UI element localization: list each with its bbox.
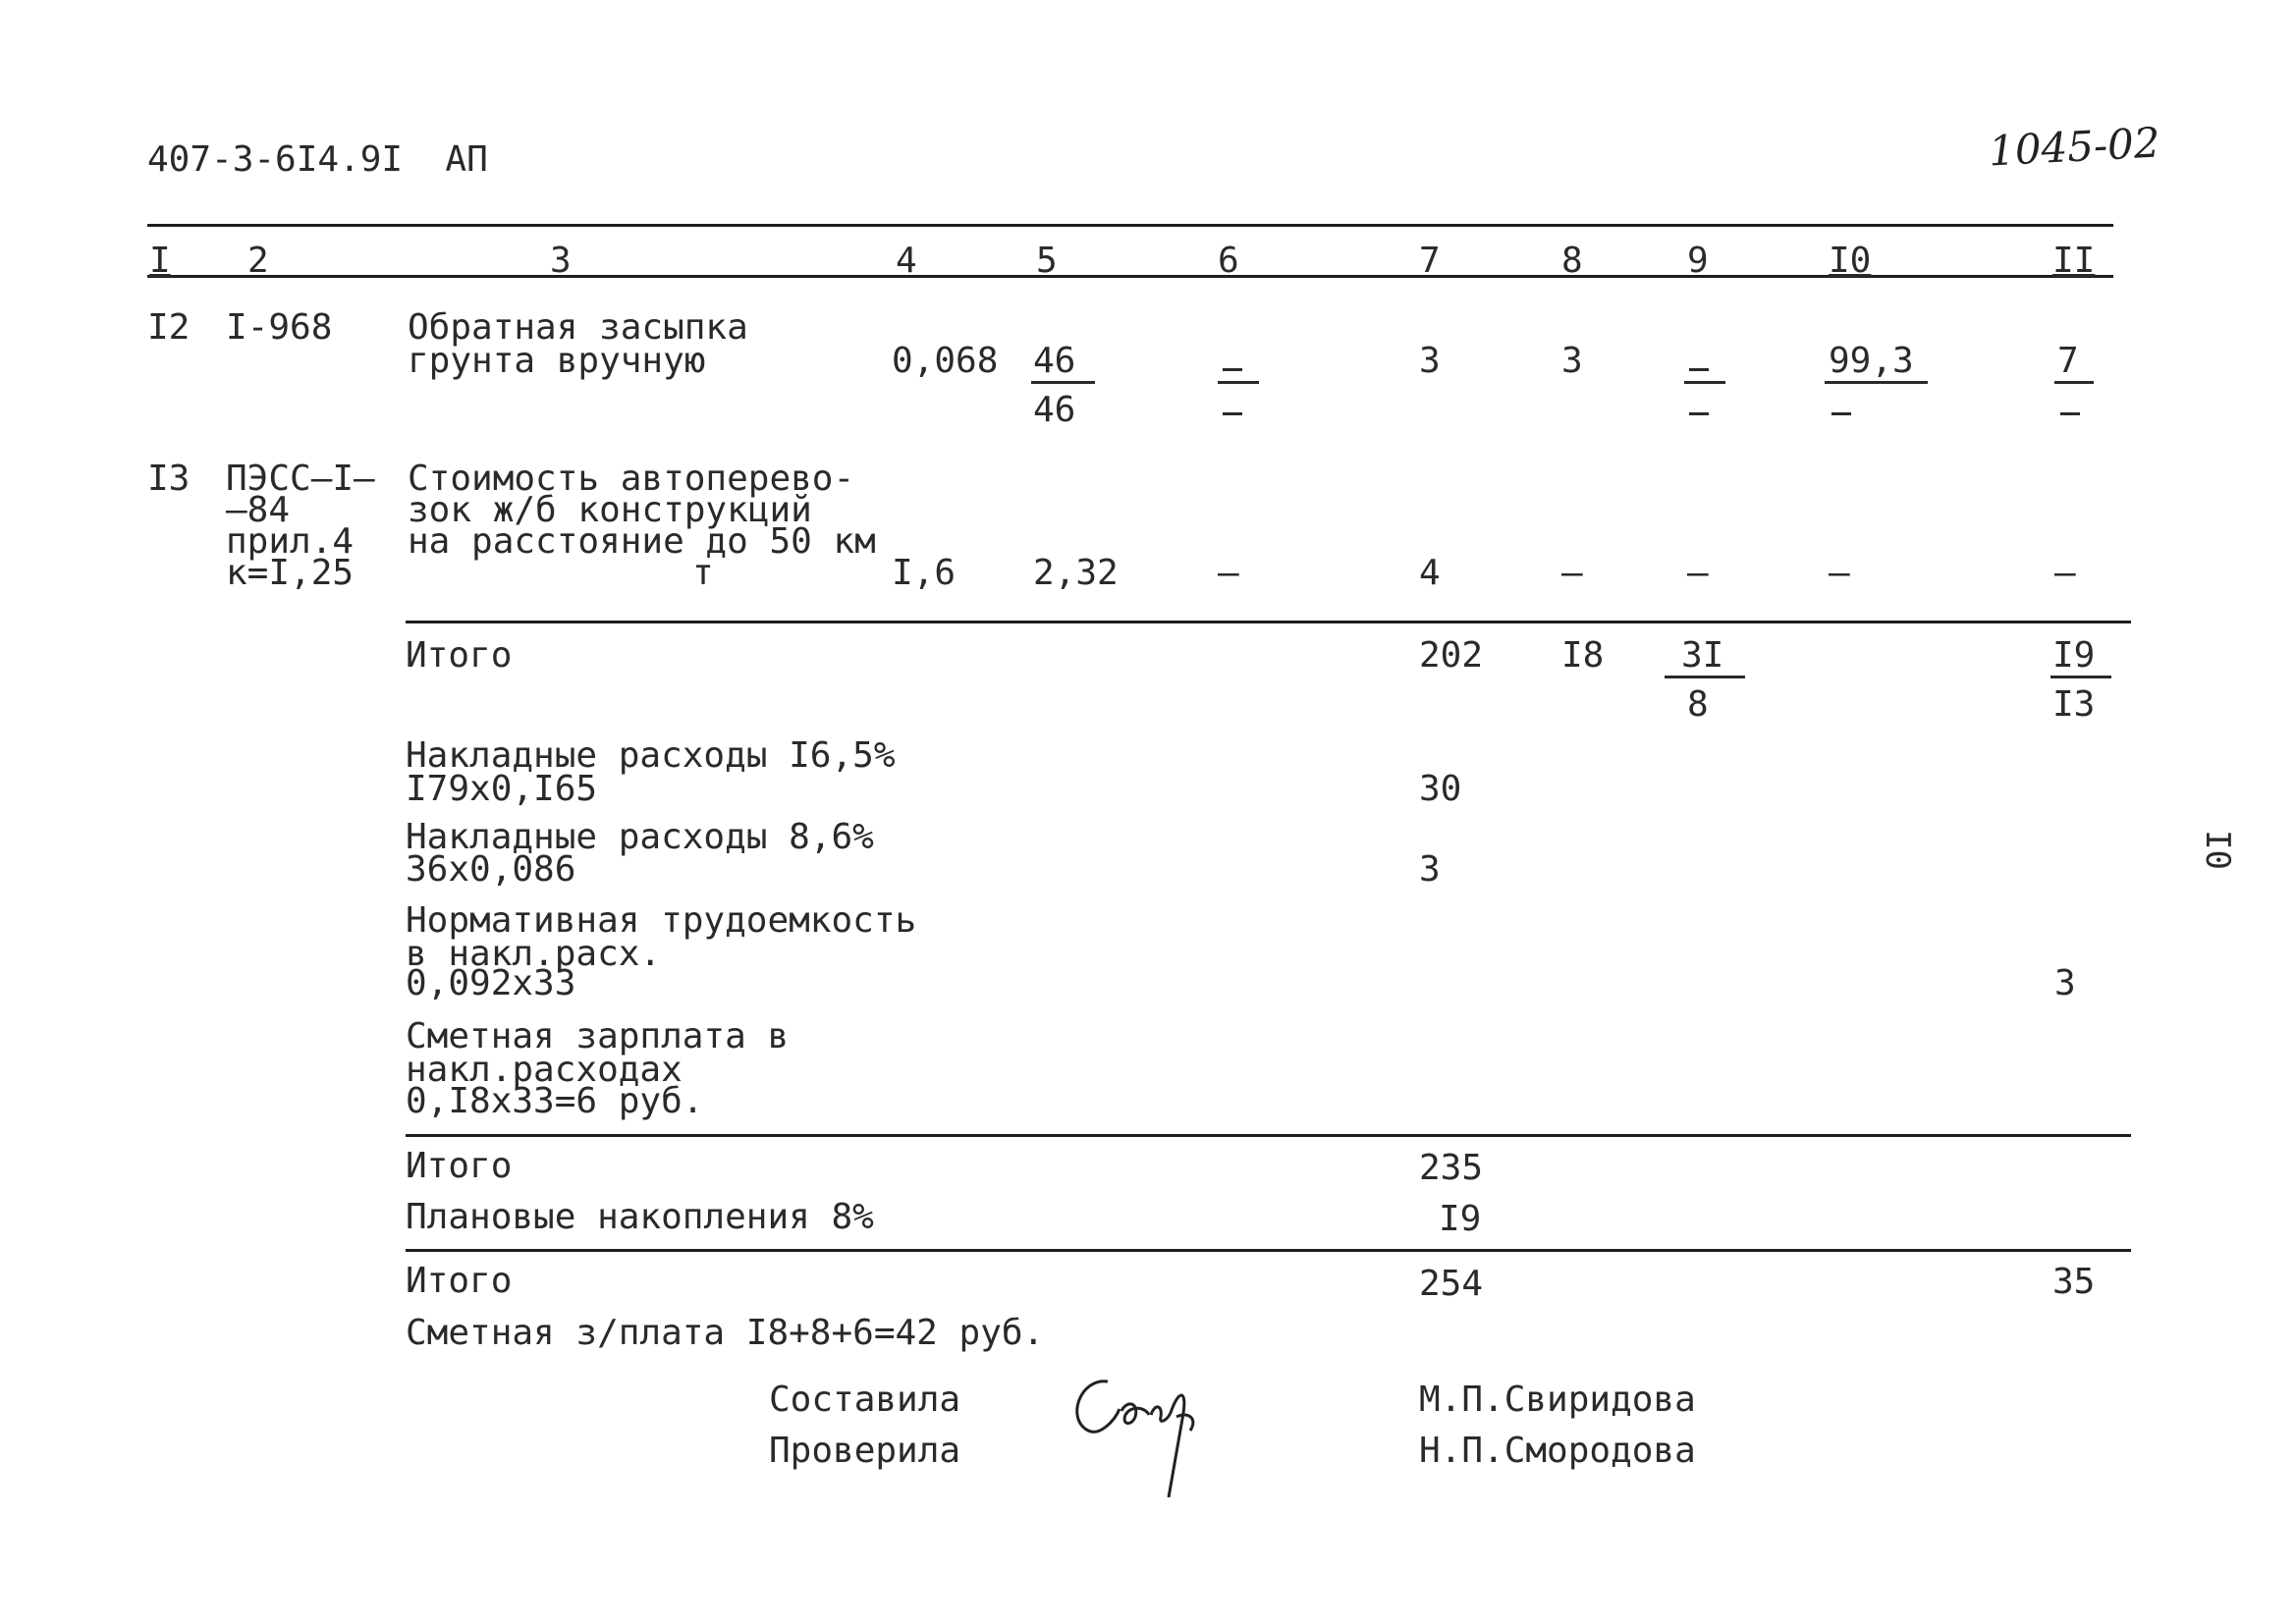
row13-unit: т [692, 553, 714, 593]
total1-col7: 202 [1419, 635, 1484, 676]
col-header-11: II [2052, 241, 2096, 281]
page-number: I0 [2198, 830, 2237, 870]
total3-label: Итого [406, 1261, 513, 1301]
row13-col4: I,6 [892, 553, 957, 593]
col-header-4: 4 [896, 241, 917, 281]
overhead1-line2: I79x0,I65 [406, 769, 598, 809]
overhead2-line1: Накладные расходы 8,6% [406, 817, 874, 857]
labor-line1: Нормативная трудоемкость [406, 900, 917, 941]
row12-number: I2 [147, 307, 191, 348]
row12-col9-den-dash [1689, 412, 1709, 415]
total2-label: Итого [406, 1146, 513, 1186]
total1-col9-num: 3I [1681, 635, 1724, 676]
overhead2-col7: 3 [1419, 849, 1441, 890]
total1-col11-den: I3 [2052, 684, 2096, 725]
row13-code-line3: прил.4 [226, 521, 355, 562]
row13-number: I3 [147, 459, 191, 499]
total3-rule [406, 1249, 2131, 1252]
total1-col11-fraction-bar [2050, 676, 2111, 678]
col-header-9: 9 [1687, 241, 1709, 281]
col-header-5: 5 [1036, 241, 1058, 281]
row12-desc-line1: Обратная засыпка [408, 307, 748, 348]
row13-col11: – [2054, 553, 2076, 593]
row12-col5-num: 46 [1033, 341, 1076, 381]
col-header-3: 3 [550, 241, 572, 281]
total3-col11: 35 [2052, 1262, 2096, 1302]
row12-col11-num: 7 [2057, 341, 2079, 381]
row13-desc-line3: на расстояние до 50 км [408, 521, 876, 562]
row12-desc-line2: грунта вручную [408, 341, 706, 381]
total1-col9-fraction-bar [1665, 676, 1745, 678]
row12-col8: 3 [1561, 341, 1583, 381]
row12-col7: 3 [1419, 341, 1441, 381]
row13-col9: – [1687, 553, 1709, 593]
wage-overhead-line2: накл.расходах [406, 1050, 683, 1090]
total1-col8: I8 [1561, 635, 1605, 676]
labor-line2: в накл.расх. [406, 934, 662, 974]
row12-col11-fraction-bar [2054, 381, 2094, 384]
subtotal-rule [406, 621, 2131, 623]
row13-col6: – [1218, 553, 1239, 593]
handwritten-signature [1061, 1360, 1237, 1507]
row13-col10: – [1829, 553, 1850, 593]
col-header-10: I0 [1829, 241, 1872, 281]
row12-col10-num: 99,3 [1829, 341, 1914, 381]
overhead2-line2: 36x0,086 [406, 849, 576, 890]
wage-overhead-line1: Сметная зарплата в [406, 1016, 790, 1056]
savings-col7: I9 [1439, 1199, 1482, 1239]
total2-rule [406, 1134, 2131, 1137]
labor-col11: 3 [2054, 963, 2076, 1003]
col-header-2: 2 [247, 241, 269, 281]
row12-col10-fraction-bar [1825, 381, 1928, 384]
checked-by-name: Н.П.Смородова [1419, 1431, 1696, 1471]
col-header-8: 8 [1561, 241, 1583, 281]
overhead1-col7: 30 [1419, 769, 1462, 809]
row12-col4: 0,068 [892, 341, 999, 381]
compiled-by-label: Составила [769, 1380, 961, 1420]
total1-col11-num: I9 [2052, 635, 2096, 676]
labor-line3: 0,092x33 [406, 963, 576, 1003]
row12-col5-den: 46 [1033, 390, 1076, 430]
row13-col7: 4 [1419, 553, 1441, 593]
col-header-7: 7 [1419, 241, 1441, 281]
row12-col6-den-dash [1223, 412, 1242, 415]
row12-col6-fraction-bar [1218, 381, 1259, 384]
header-top-rule [147, 224, 2113, 227]
overhead1-line1: Накладные расходы I6,5% [406, 735, 896, 776]
row13-code-line1: ПЭСС–I– [226, 459, 375, 499]
row13-col5: 2,32 [1033, 553, 1119, 593]
row13-desc-line2: зок ж/б конструкций [408, 490, 812, 530]
compiled-by-name: М.П.Свиридова [1419, 1380, 1696, 1420]
total1-label: Итого [406, 635, 513, 676]
total1-col9-den: 8 [1687, 684, 1709, 725]
row12-col10-den-dash [1831, 412, 1851, 415]
checked-by-label: Проверила [769, 1431, 961, 1471]
document-code: 407-3-6I4.9I АП [147, 139, 488, 180]
col-header-1: I [149, 241, 171, 281]
row12-col9-fraction-bar [1684, 381, 1725, 384]
wage-total: Сметная з/плата I8+8+6=42 руб. [406, 1313, 1045, 1353]
wage-overhead-line3: 0,I8x33=6 руб. [406, 1081, 704, 1121]
total3-col7: 254 [1419, 1264, 1484, 1304]
total2-col7: 235 [1419, 1148, 1484, 1188]
stamp-number: 1045-02 [1987, 118, 2161, 176]
header-bottom-rule [147, 275, 2113, 278]
row13-col8: – [1561, 553, 1583, 593]
row12-col11-den-dash [2060, 412, 2080, 415]
savings-label: Плановые накопления 8% [406, 1197, 874, 1237]
col-header-6: 6 [1218, 241, 1239, 281]
row12-col5-fraction-bar [1031, 381, 1095, 384]
row12-col6-num-dash [1223, 368, 1242, 371]
row12-code: I-968 [226, 307, 333, 348]
row12-col9-num-dash [1689, 368, 1709, 371]
row13-desc-line1: Стоимость автоперево- [408, 459, 855, 499]
row13-code-line4: к=I,25 [226, 553, 355, 593]
row13-code-line2: –84 [226, 490, 291, 530]
